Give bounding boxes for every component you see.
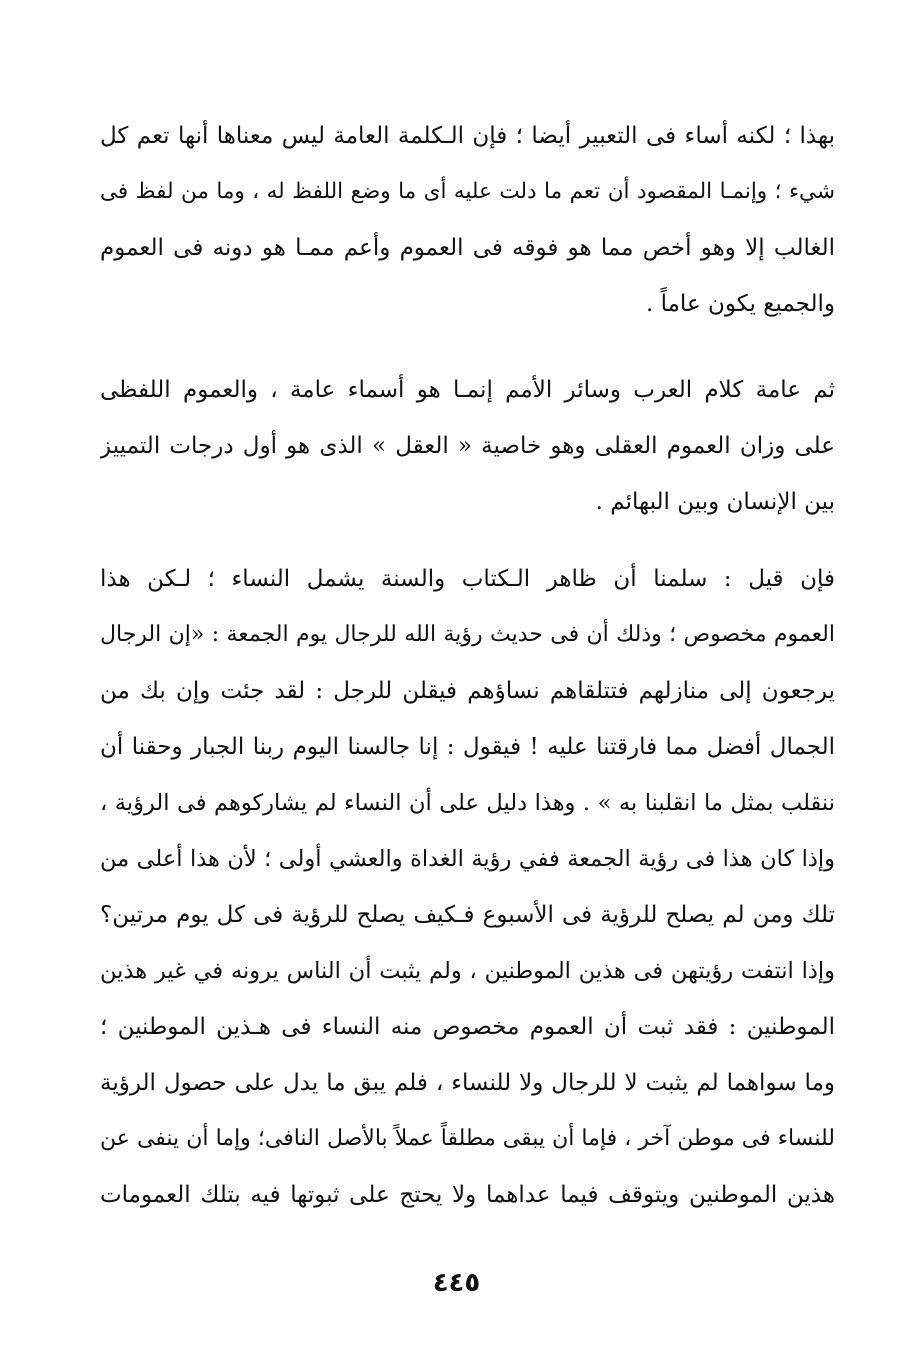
text-line: شيء ؛ وإنمـا المقصود أن تعم ما دلت عليه أى ما وضع اللفظ له ، وما من لفظ فى — [100, 179, 835, 204]
text-line: تلك ومن لم يصلح للرؤية فى الأسبوع فـكيف يصلح للرؤية فى كل يوم مرتين؟ — [100, 902, 835, 928]
text-line: العموم مخصوص ؛ وذلك أن فى حديث رؤية الله للرجال يوم الجمعة : «إن الرجال — [100, 622, 835, 647]
text-line: بين الإنسان وبين البهائم . — [595, 489, 835, 515]
text-line: وإذا انتفت رؤيتهن فى هذين الموطنين ، ولم يثبت أن الناس يرونه في غير هذين — [100, 958, 835, 984]
text-line: ننقلب بمثل ما انقلبنا به » . وهذا دليل على أن النساء لم يشاركوهم فى الرؤية ، — [100, 790, 835, 816]
text-line: بهذا ؛ لكنه أساء فى التعبير أيضا ؛ فإن الـكلمة العامة ليس معناها أنها تعم كل — [100, 123, 835, 149]
text-line: وما سواهما لم يثبت لا للرجال ولا للنساء ، فلم يبق ما يدل على حصول الرؤية — [100, 1070, 835, 1096]
text-line: فإن قيل : سلمنا أن ظاهر الـكتاب والسنة يشمل النساء ؛ لـكن هذا — [100, 566, 835, 592]
page-number: ٤٤٥ — [432, 1268, 481, 1298]
text-line: ثم عامة كلام العرب وسائر الأمم إنمـا هو أسماء عامة ، والعموم اللفظى — [100, 377, 835, 403]
text-line: وإذا كان هذا فى رؤية الجمعة ففي رؤية الغداة والعشي أولى ؛ لأن هذا أعلى من — [100, 846, 835, 872]
text-line: الموطنين : فقد ثبت أن العموم مخصوص منه النساء فى هـذين الموطنين ؛ — [100, 1014, 835, 1040]
text-line: الجمال أفضل مما فارقتنا عليه ! فيقول : إنا جالسنا اليوم ربنا الجبار وحقنا أن — [100, 734, 835, 760]
paragraph-3 — [100, 551, 835, 1223]
text-line: هذين الموطنين ويتوقف فيما عداهما ولا يحتج على ثبوتها فيه بتلك العمومات — [100, 1182, 835, 1208]
paragraph-2 — [100, 362, 835, 530]
text-line: والجميع يكون عاماً . — [645, 291, 835, 317]
paragraph-1 — [100, 108, 835, 332]
text-line: الغالب إلا وهو أخص مما هو فوقه فى العموم وأعم ممـا هو دونه فى العموم — [100, 235, 835, 261]
text-line: على وزان العموم العقلى وهو خاصية « العقل » الذى هو أول درجات التمييز — [100, 433, 835, 459]
text-line: للنساء فى موطن آخر ، فإما أن يبقى مطلقاً عملاً بالأصل النافى؛ وإما أن ينفى عن — [100, 1126, 835, 1151]
text-line: يرجعون إلى منازلهم فتتلقاهم نساؤهم فيقلن للرجل : لقد جئت وإن بك من — [100, 678, 835, 704]
